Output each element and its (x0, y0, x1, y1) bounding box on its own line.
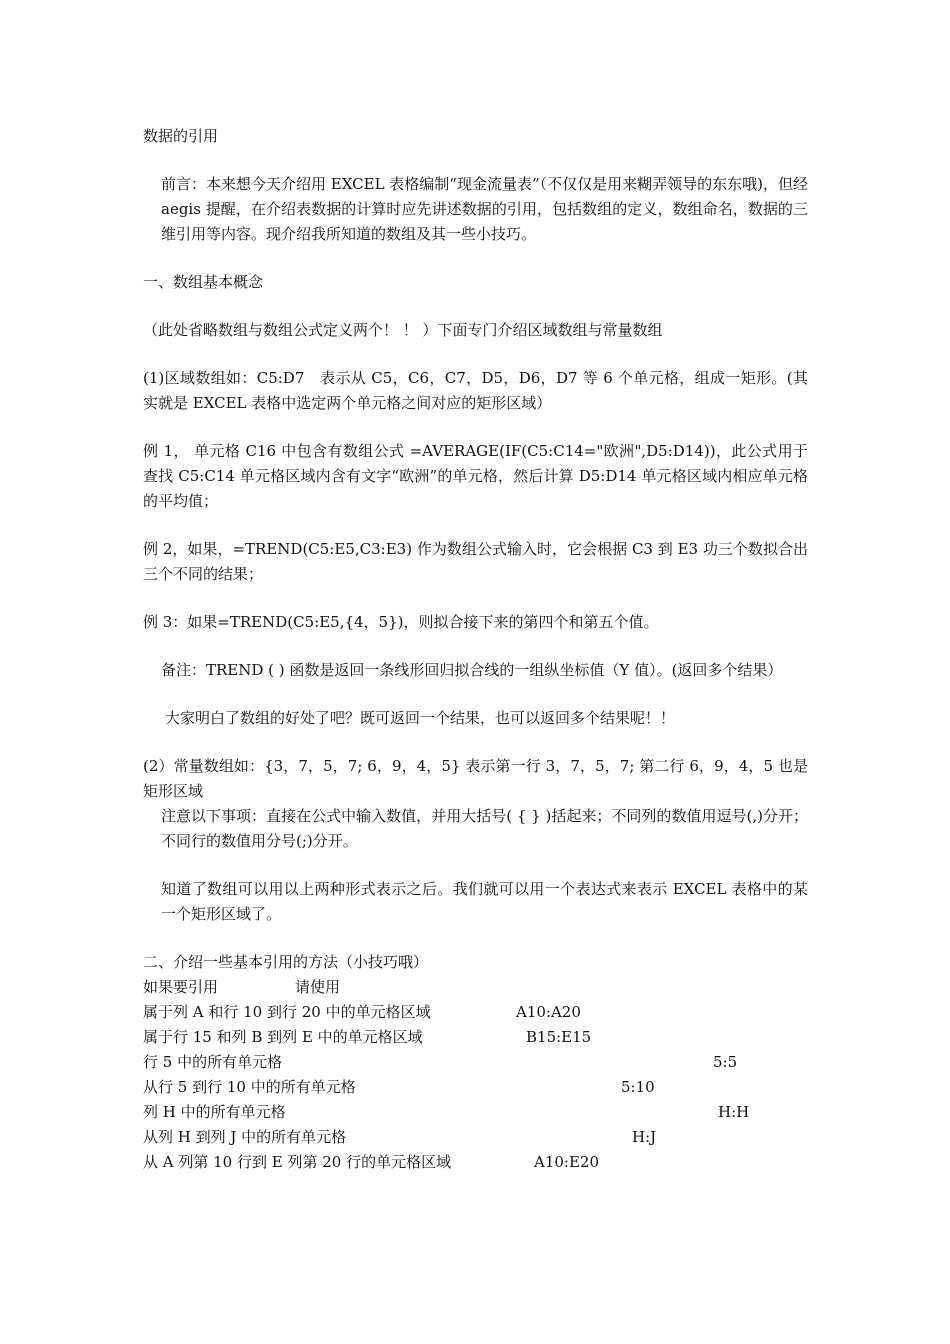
example-2: 例 2，如果，=TREND(C5:E5,C3:E3) 作为数组公式输入时，它会根据 C3 到 E3 功三个数拟合出三个不同的结果； (143, 540, 808, 583)
table-row (143, 1000, 808, 1025)
ref-description: 行 5 中的所有单元格 (143, 1053, 283, 1071)
ref-value: A10:A20 (516, 1003, 581, 1021)
ref-value: H:J (632, 1128, 657, 1146)
ref-description: 属于行 15 和列 B 到列 E 中的单元格区域 (143, 1028, 423, 1046)
ref-value: B15:E15 (526, 1028, 592, 1046)
region-array-definition: (1)区域数组如：C5:D7 表示从 C5，C6，C7，D5，D6，D7 等 6 个单元格，组成一矩形。(其实就是 EXCEL 表格中选定两个单元格之间对应的矩形区域） (143, 369, 808, 412)
intro-paragraph: 前言：本来想今天介绍用 EXCEL 表格编制“现金流量表”（不仅仅是用来糊弄领导的东东哦)，但经 aegis 提醒，在介绍表数据的计算时应先讲述数据的引用，包括数组的定义，数组命名，数据的三维引用等内容。现介绍我所知道的数组及其一些小技巧。 (161, 175, 808, 243)
ref-description: 从行 5 到行 10 中的所有单元格 (143, 1078, 356, 1096)
ref-description: 从列 H 到列 J 中的所有单元格 (143, 1128, 347, 1146)
table-row (143, 1050, 808, 1075)
example-1: 例 1， 单元格 C16 中包含有数组公式 =AVERAGE(IF(C5:C14="欧洲",D5:D14))，此公式用于查找 C5:C14 单元格区域内含有文字“欧洲”的单元格，然后计算 D5:D14 单元格区域内相应单元格的平均值； (143, 442, 808, 510)
table-row (143, 1150, 808, 1175)
ref-description: 属于列 A 和行 10 到行 20 中的单元格区域 (143, 1003, 431, 1021)
constant-array-note: 注意以下事项：直接在公式中输入数值，并用大括号( { } )括起来；不同列的数值用逗号(,)分开； 不同行的数值用分号(;)分开。 (161, 807, 808, 850)
ref-description: 列 H 中的所有单元格 (143, 1103, 286, 1121)
constant-array-definition: (2）常量数组如：{3，7，5，7; 6，9，4，5} 表示第一行 3，7，5，7; 第二行 6，9，4，5 也是矩形区域 (143, 757, 808, 800)
remark-paragraph: 备注：TREND ( ) 函数是返回一条线形回归拟合线的一组纵坐标值（Y 值）。(返回多个结果） (161, 661, 783, 679)
conclusion-paragraph: 知道了数组可以用以上两种形式表示之后。我们就可以用一个表达式来表示 EXCEL 表格中的某一个矩形区域了。 (161, 880, 808, 923)
document-page (143, 124, 808, 1175)
table-row (143, 1075, 808, 1100)
document-title: 数据的引用 (143, 127, 219, 145)
table-row (143, 1025, 808, 1050)
table-row (143, 1125, 808, 1150)
header-if-reference: 如果要引用 (143, 978, 219, 996)
section2-heading: 二、介绍一些基本引用的方法（小技巧哦） (143, 953, 429, 971)
reference-table (143, 975, 808, 1175)
header-please-use: 请使用 (295, 978, 341, 996)
ref-value: H:H (718, 1103, 750, 1121)
ref-value: A10:E20 (534, 1153, 600, 1171)
summary-line: 大家明白了数组的好处了吧？既可返回一个结果，也可以返回多个结果呢！！ (165, 709, 676, 727)
ref-description: 从 A 列第 10 行到 E 列第 20 行的单元格区域 (143, 1153, 452, 1171)
example-3: 例 3：如果=TREND(C5:E5,{4，5})，则拟合接下来的第四个和第五个值。 (143, 613, 659, 631)
section1-heading: 一、数组基本概念 (143, 273, 264, 291)
section1-note: （此处省略数组与数组公式定义两个！ ！ ）下面专门介绍区域数组与常量数组 (143, 321, 663, 339)
table-row (143, 1100, 808, 1125)
ref-value: 5:5 (713, 1053, 738, 1071)
ref-value: 5:10 (621, 1078, 655, 1096)
reference-table-header (143, 975, 808, 1000)
